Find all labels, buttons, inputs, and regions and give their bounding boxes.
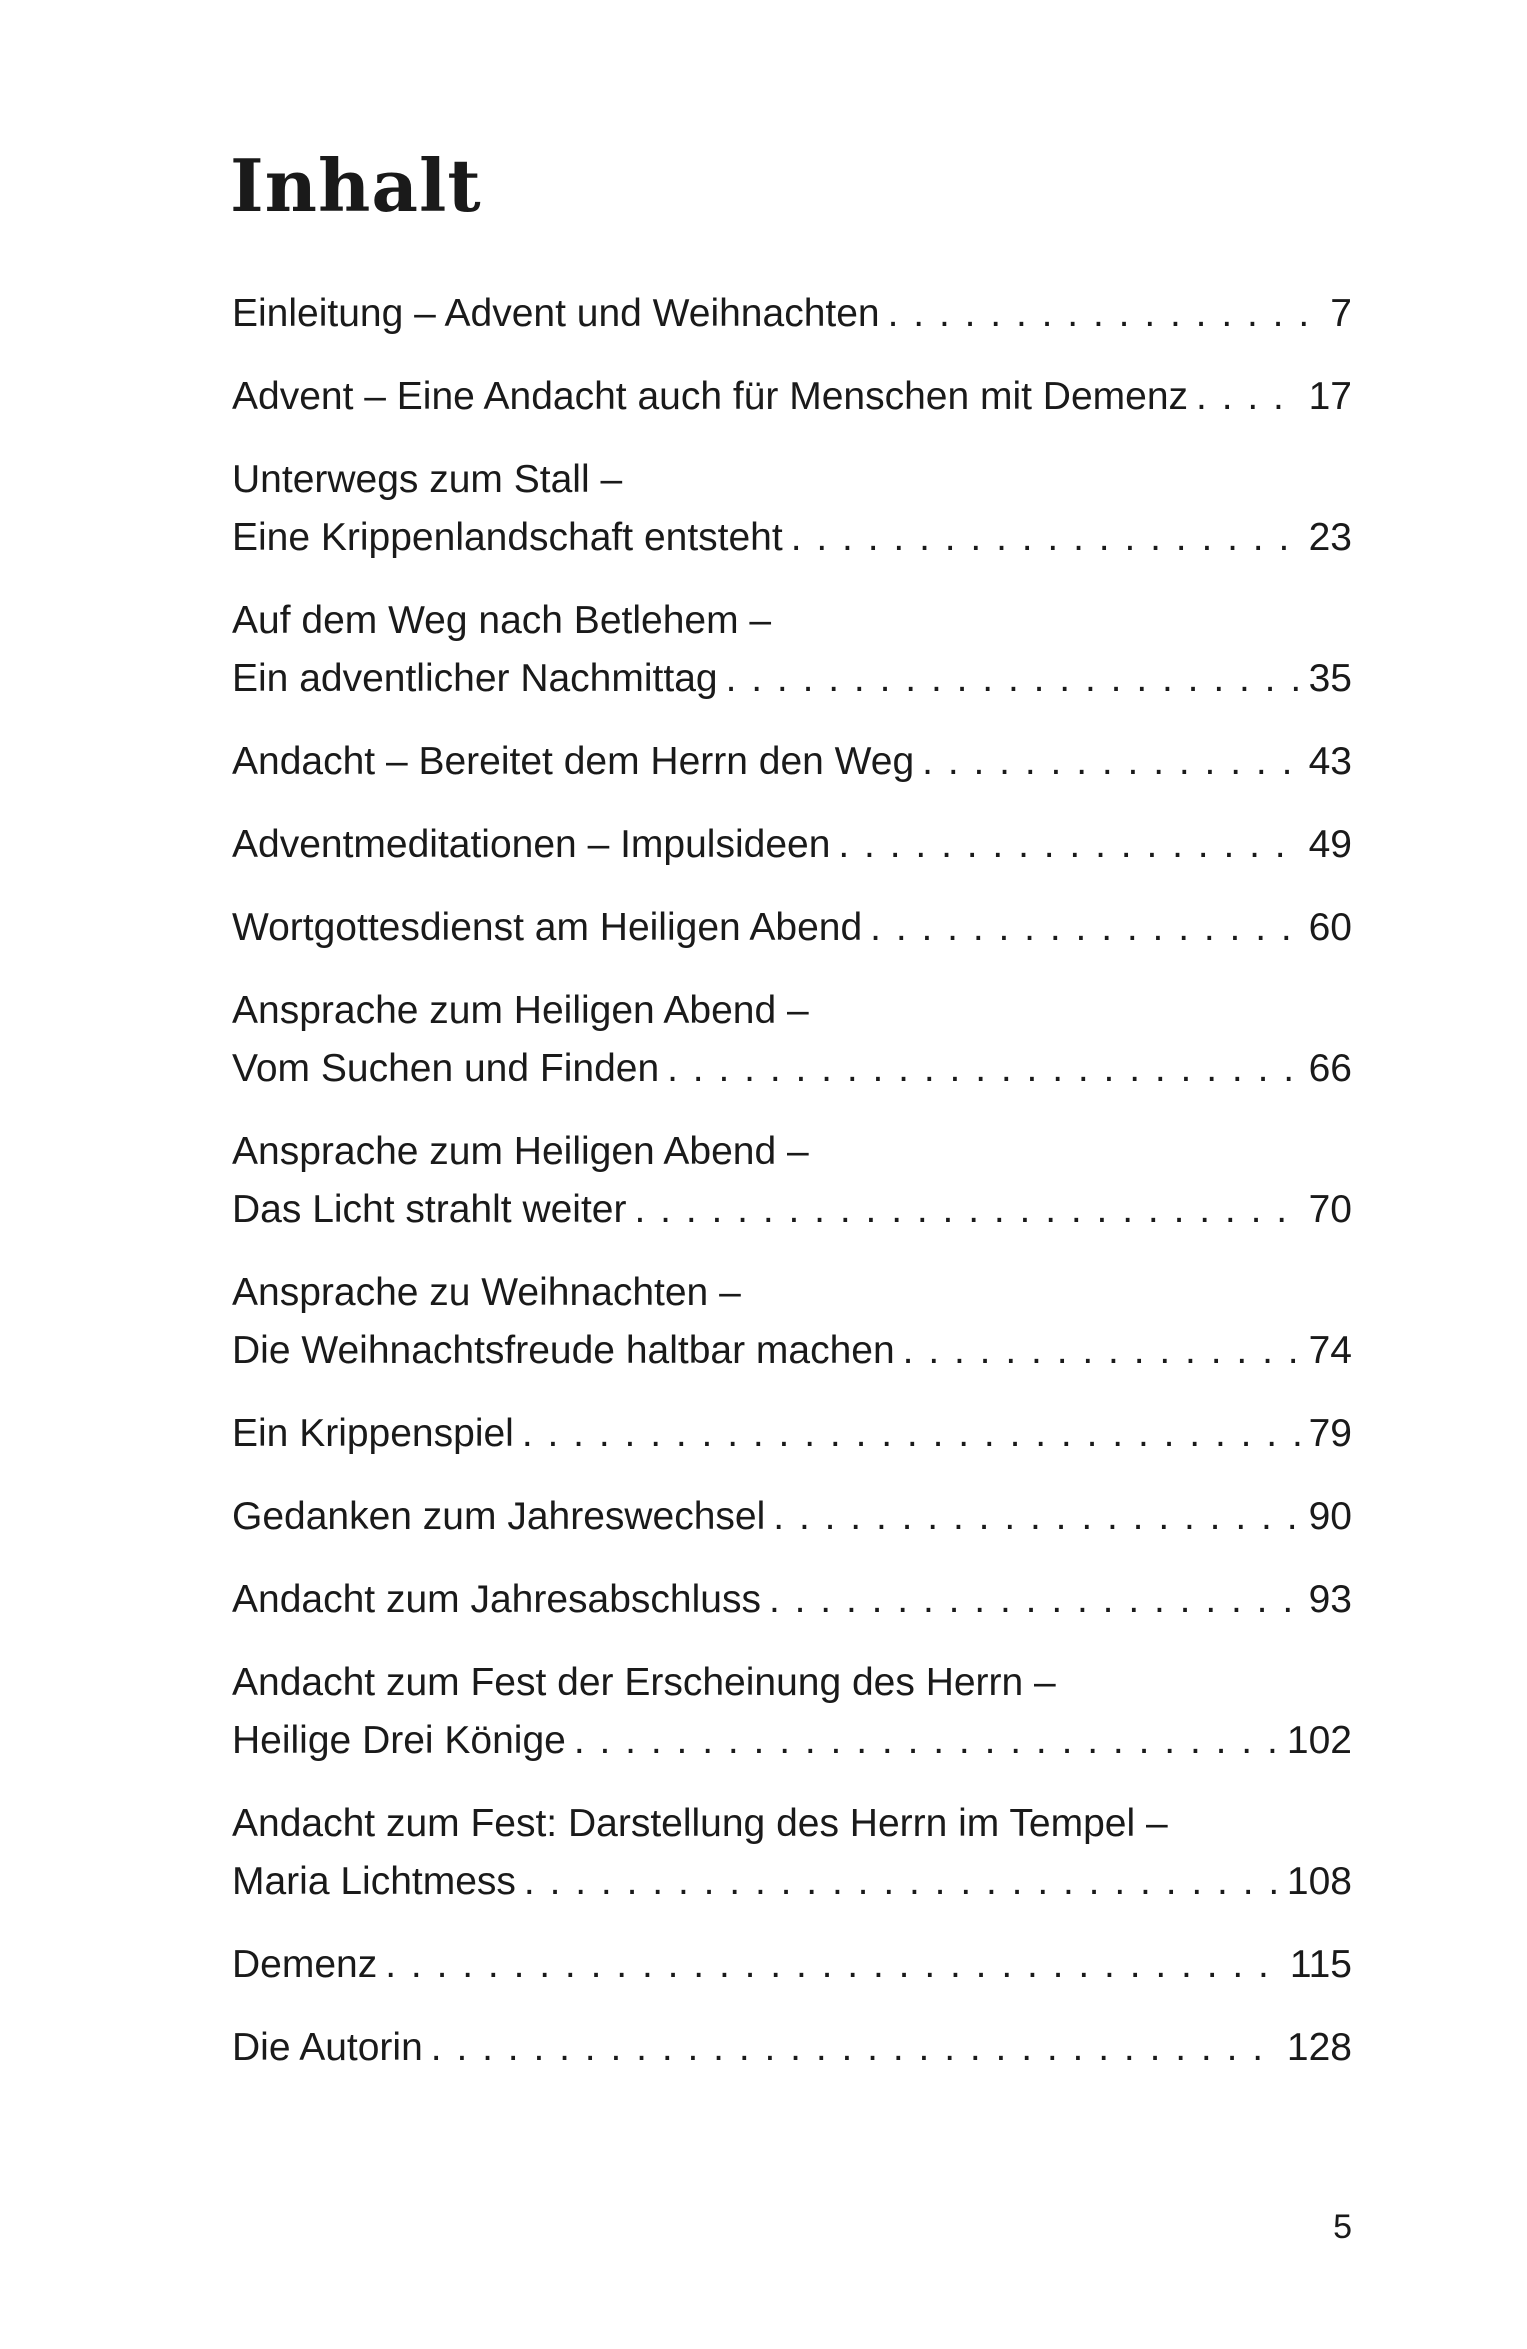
toc-entry-title-line: Wortgottesdienst am Heiligen Abend [232,906,863,949]
toc-entry-last-line [232,899,1352,957]
toc-entry-last-line [232,1322,1352,1380]
toc-entry-last-line [232,1853,1352,1911]
toc-page-number: 49 [1308,823,1352,866]
toc-entry-last-line [232,1405,1352,1463]
toc-page-number: 108 [1286,1860,1352,1903]
toc-entry-last-line [232,1181,1352,1239]
toc-entry-last-line [232,1571,1352,1629]
toc-entry [232,285,1352,343]
toc-entry-last-line [232,1936,1352,1994]
toc-page-number: 70 [1308,1188,1352,1231]
toc-entry-last-line [232,509,1352,567]
toc-entry [232,1795,1352,1911]
toc-entry-title-line: Andacht – Bereitet dem Herrn den Weg [232,740,915,783]
toc-entry [232,1123,1352,1239]
dot-leader [574,1712,1279,1770]
toc-entry [232,899,1352,957]
toc-entry-last-line [232,1488,1352,1546]
toc-entry-title-line: Ansprache zum Heiligen Abend – [232,989,809,1032]
toc-entry-title-line: Unterwegs zum Stall – [232,458,623,501]
toc-entry-title-line: Adventmeditationen – Impulsideen [232,823,831,866]
toc-entry-title-line: Heilige Drei Könige [232,1719,566,1762]
toc-entry-title-line: Ansprache zum Heiligen Abend – [232,1130,809,1173]
dot-leader [888,285,1323,343]
page-number: 5 [1333,2208,1352,2246]
dot-leader [522,1405,1301,1463]
toc-page-number: 128 [1286,2026,1352,2069]
toc-page-number: 23 [1308,516,1352,559]
toc-entry-title-line: Vom Suchen und Finden [232,1047,660,1090]
toc-page-number: 66 [1308,1047,1352,1090]
toc-entry-title-line: Einleitung – Advent und Weihnachten [232,292,880,335]
toc-entry-title-line: Demenz [232,1943,378,1986]
toc-entry-title-line: Die Autorin [232,2026,423,2069]
toc-page-number: 102 [1286,1719,1352,1762]
dot-leader [431,2019,1279,2077]
toc-entry-last-line [232,368,1352,426]
toc-entry-last-line [232,816,1352,874]
toc-entry [232,982,1352,1098]
toc-entry-title-line: Andacht zum Fest: Darstellung des Herrn im Tempel – [232,1802,1168,1845]
dot-leader [791,509,1301,567]
toc-entry [232,451,1352,567]
toc-entry-title-line: Andacht zum Jahresabschluss [232,1578,761,1621]
toc-entry [232,1571,1352,1629]
toc-entry [232,1654,1352,1770]
dot-leader [870,899,1300,957]
dot-leader [773,1488,1300,1546]
toc-entry [232,368,1352,426]
dot-leader [838,816,1300,874]
table-of-contents [232,285,1352,2102]
toc-entry-last-line [232,1712,1352,1770]
toc-entry-title-line: Die Weihnachtsfreude haltbar machen [232,1329,895,1372]
toc-entry-title-line: Das Licht strahlt weiter [232,1188,627,1231]
toc-entry-title-line: Advent – Eine Andacht auch für Menschen mit Demenz [232,375,1189,418]
toc-page-number: 115 [1289,1943,1352,1986]
toc-entry-title-line: Auf dem Weg nach Betlehem – [232,599,772,642]
toc-entry-last-line [232,285,1352,343]
toc-entry-title-line: Gedanken zum Jahreswechsel [232,1495,766,1538]
toc-entry-last-line [232,2019,1352,2077]
page-title: Inhalt [230,143,482,228]
toc-entry [232,592,1352,708]
dot-leader [385,1936,1282,1994]
toc-page-number: 7 [1330,292,1352,335]
toc-entry-last-line [232,733,1352,791]
toc-page-number: 79 [1308,1412,1352,1455]
toc-page-number: 93 [1308,1578,1352,1621]
toc-page-number: 74 [1308,1329,1352,1372]
dot-leader [769,1571,1301,1629]
toc-page-number: 90 [1308,1495,1352,1538]
toc-entry [232,1488,1352,1546]
toc-entry [232,733,1352,791]
toc-entry-title-line: Eine Krippenlandschaft entsteht [232,516,783,559]
toc-entry [232,1264,1352,1380]
toc-entry-last-line [232,650,1352,708]
dot-leader [922,733,1300,791]
dot-leader [667,1040,1300,1098]
dot-leader [1196,368,1301,426]
toc-entry-title-line: Ein Krippenspiel [232,1412,514,1455]
toc-entry-title-line: Andacht zum Fest der Erscheinung des Herrn – [232,1661,1056,1704]
toc-entry [232,2019,1352,2077]
dot-leader [726,650,1301,708]
toc-entry-title-line: Maria Lichtmess [232,1860,516,1903]
toc-entry-title-line: Ein adventlicher Nachmittag [232,657,718,700]
dot-leader [634,1181,1300,1239]
toc-page-number: 60 [1308,906,1352,949]
toc-entry [232,816,1352,874]
toc-entry [232,1405,1352,1463]
toc-entry-last-line [232,1040,1352,1098]
dot-leader [903,1322,1301,1380]
toc-page-number: 43 [1308,740,1352,783]
dot-leader [524,1853,1279,1911]
toc-entry-title-line: Ansprache zu Weihnachten – [232,1271,741,1314]
toc-page-number: 17 [1308,375,1352,418]
toc-entry [232,1936,1352,1994]
toc-page-number: 35 [1308,657,1352,700]
